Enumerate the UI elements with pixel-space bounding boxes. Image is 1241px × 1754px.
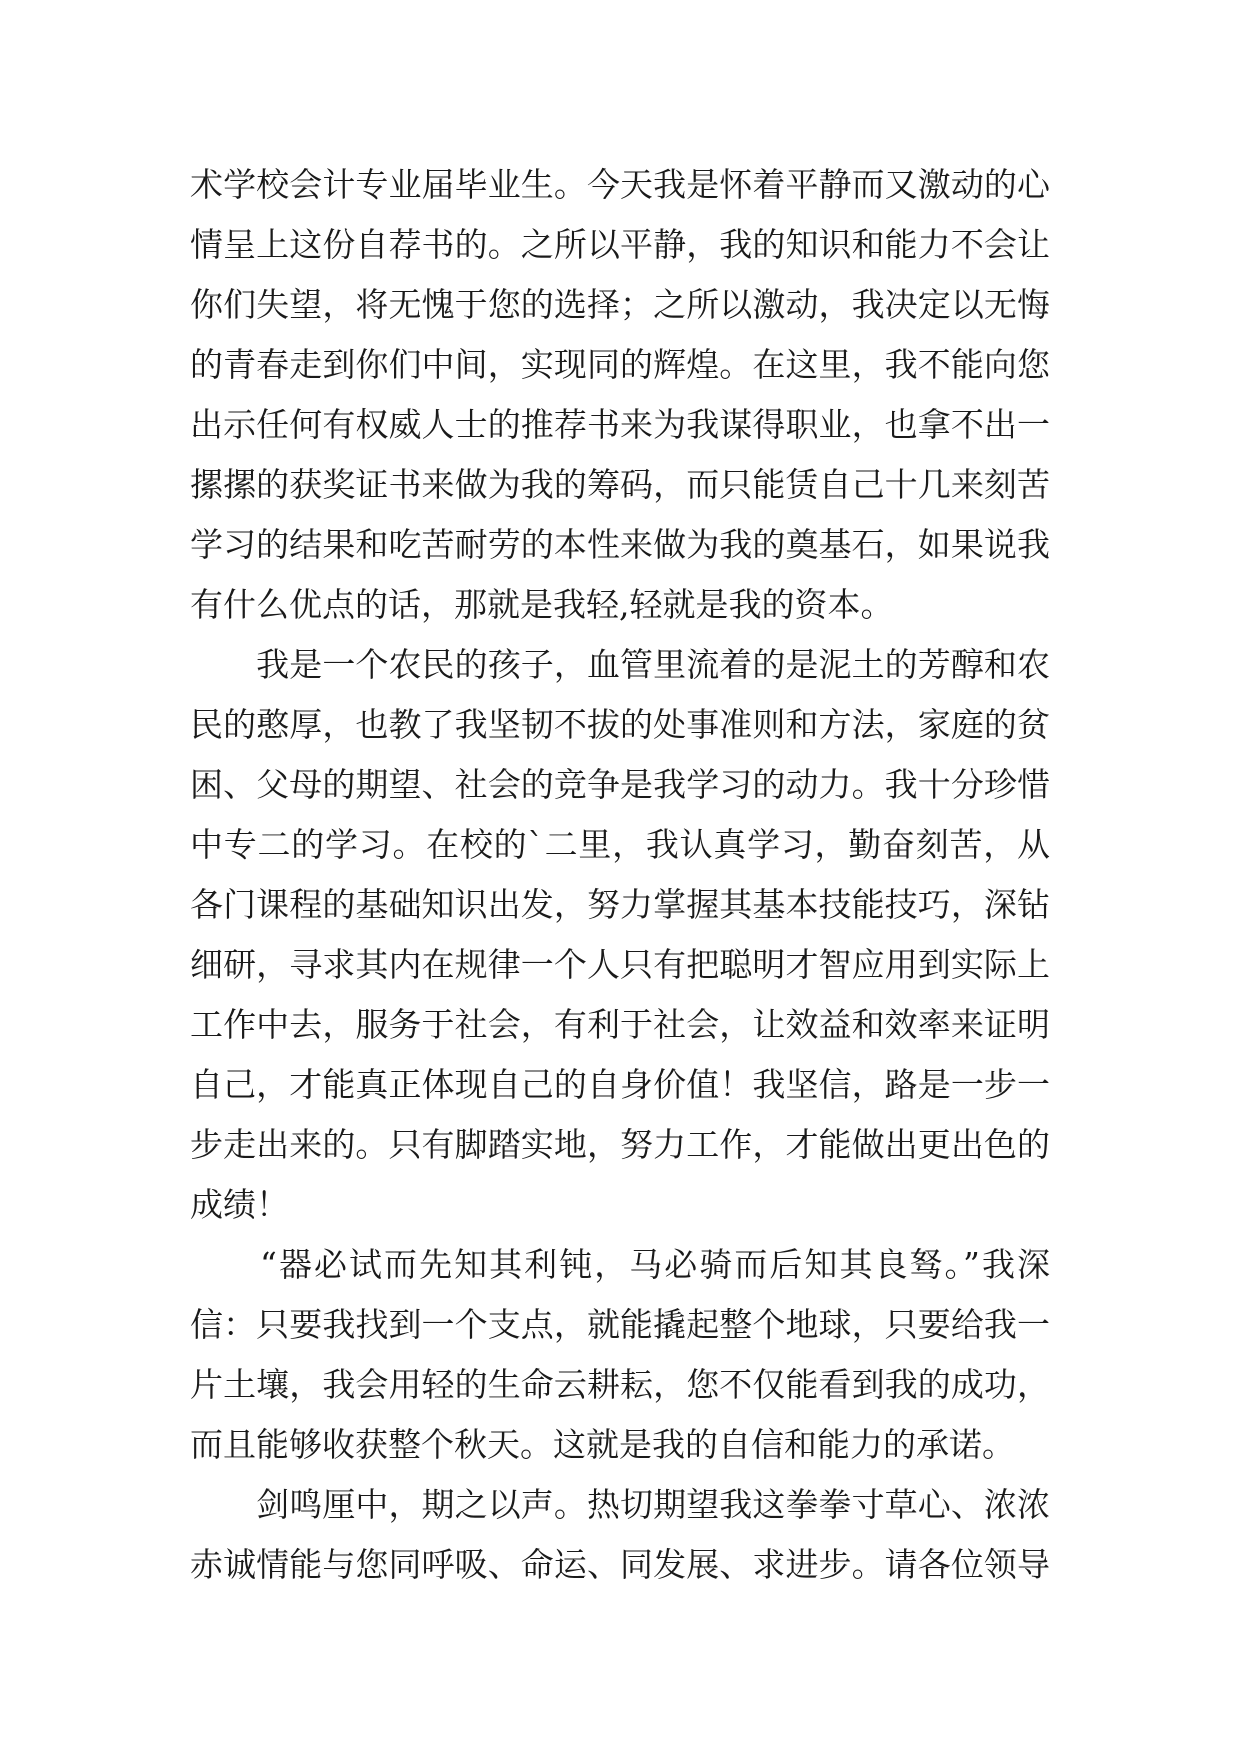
document-body xyxy=(190,155,1050,1595)
text-line: 民的憨厚，也教了我坚韧不拔的处事准则和方法，家庭的贫 xyxy=(190,705,1050,744)
text-line: 有什么优点的话，那就是我轻,轻就是我的资本。 xyxy=(190,585,894,624)
text-line: 出示任何有权威人士的推荐书来为我谋得职业，也拿不出一 xyxy=(190,405,1050,444)
text-line: 步走出来的。只有脚踏实地，努力工作，才能做出更出色的 xyxy=(190,1125,1050,1164)
text-line: 赤诚情能与您同呼吸、命运、同发展、求进步。请各位领导 xyxy=(190,1545,1050,1584)
text-line: 摞摞的获奖证书来做为我的筹码，而只能赁自己十几来刻苦 xyxy=(190,465,1050,504)
text-line: 工作中去，服务于社会，有利于社会，让效益和效率来证明 xyxy=(190,1005,1050,1044)
text-line: 成绩！ xyxy=(190,1185,289,1224)
text-line: “器必试而先知其利钝，马必骑而后知其良驽。”我深 xyxy=(190,1245,1050,1284)
text-line: 剑鸣厘中，期之以声。热切期望我这拳拳寸草心、浓浓 xyxy=(190,1485,1050,1524)
text-line: 我是一个农民的孩子，血管里流着的是泥土的芳醇和农 xyxy=(190,645,1050,684)
text-line: 信：只要我找到一个支点，就能撬起整个地球，只要给我一 xyxy=(190,1305,1050,1344)
text-line: 的青春走到你们中间，实现同的辉煌。在这里，我不能向您 xyxy=(190,345,1050,384)
text-line: 细研，寻求其内在规律一个人只有把聪明才智应用到实际上 xyxy=(190,945,1050,984)
text-line: 困、父母的期望、社会的竞争是我学习的动力。我十分珍惜 xyxy=(190,765,1050,804)
text-line: 而且能够收获整个秋天。这就是我的自信和能力的承诺。 xyxy=(190,1425,1015,1464)
text-line: 学习的结果和吃苦耐劳的本性来做为我的奠基石，如果说我 xyxy=(190,525,1050,564)
text-line: 自己，才能真正体现自己的自身价值！我坚信，路是一步一 xyxy=(190,1065,1050,1104)
text-line: 你们失望，将无愧于您的选择；之所以激动，我决定以无悔 xyxy=(190,285,1050,324)
text-line: 情呈上这份自荐书的。之所以平静，我的知识和能力不会让 xyxy=(190,225,1050,264)
text-line: 中专二的学习。在校的`二里，我认真学习，勤奋刻苦，从 xyxy=(190,825,1050,864)
text-line: 术学校会计专业届毕业生。今天我是怀着平静而又激动的心 xyxy=(190,165,1050,204)
text-line: 片土壤，我会用轻的生命云耕耘，您不仅能看到我的成功， xyxy=(190,1365,1050,1404)
text-line: 各门课程的基础知识出发，努力掌握其基本技能技巧，深钻 xyxy=(190,885,1050,924)
